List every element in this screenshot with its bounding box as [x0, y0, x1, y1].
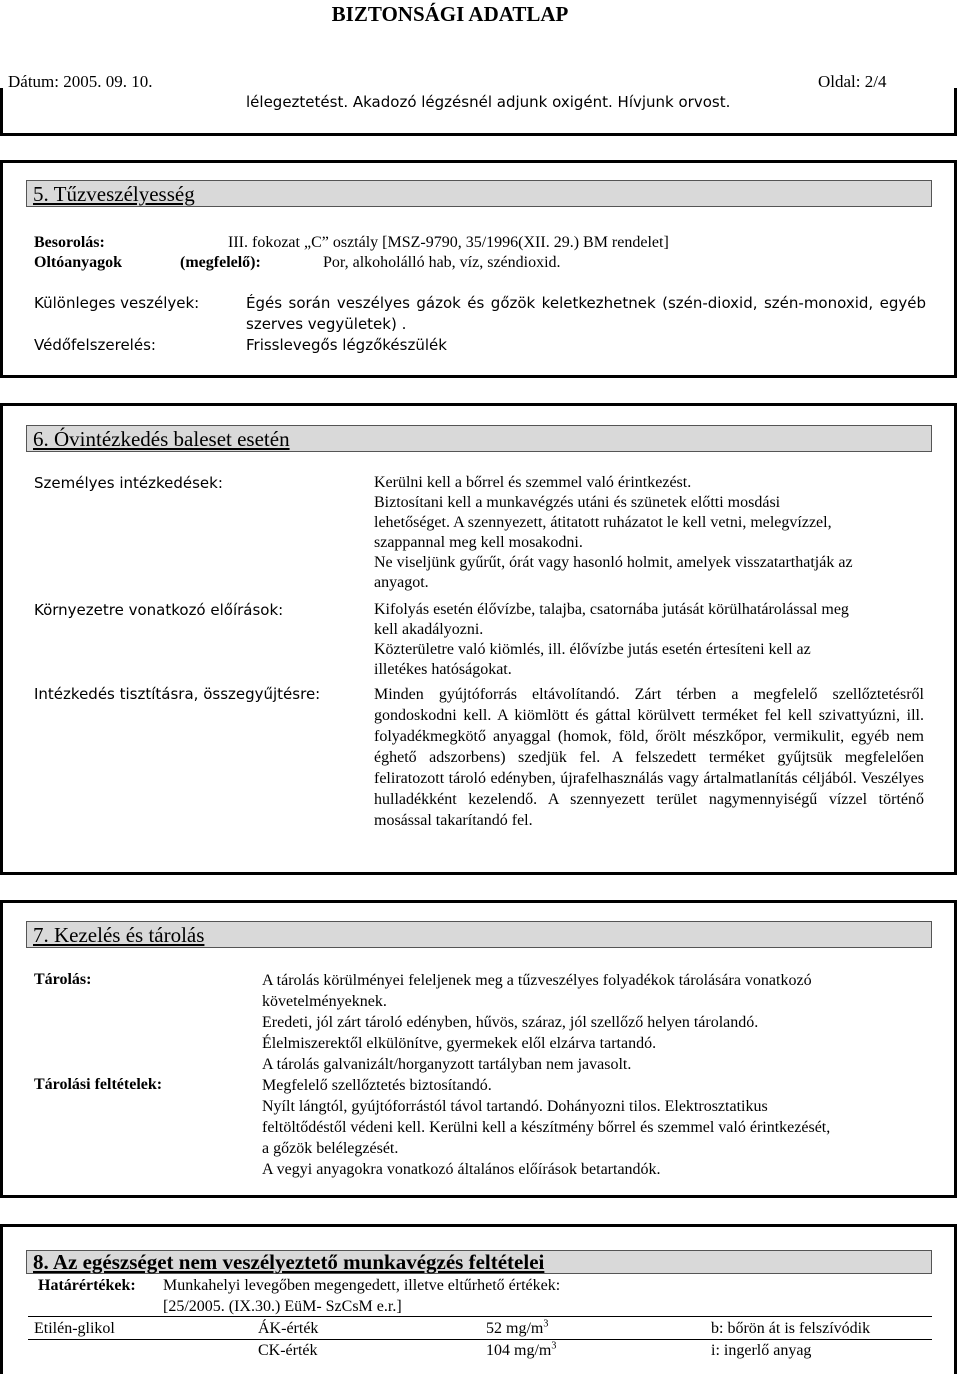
section-8-heading	[26, 1250, 932, 1274]
section-5-title: 5. Tűzveszélyesség	[33, 182, 195, 206]
limit-value-cell	[486, 1341, 556, 1361]
oltoanyagok-qualifier: (megfelelő):	[180, 254, 261, 271]
note-cell: i: ingerlő anyag	[711, 1342, 812, 1359]
limit-type-cell: CK-érték	[258, 1342, 318, 1359]
limit-value-cell	[486, 1319, 548, 1339]
tisztitasra-label: Intézkedés tisztításra, összegyűjtésre:	[34, 685, 321, 703]
besorolas-label: Besorolás:	[34, 234, 105, 251]
text-line: A vegyi anyagokra vonatkozó általános előírások betartandók.	[262, 1161, 661, 1178]
besorolas-value: III. fokozat „C” osztály [MSZ-9790, 35/1996(XII. 29.) BM rendelet]	[228, 234, 669, 251]
substance-cell: Etilén-glikol	[34, 1320, 115, 1337]
text-line: a gőzök belélegzését.	[262, 1140, 399, 1157]
text-line: Biztosítani kell a munkavégzés utáni és szünetek előtti mosdási	[374, 494, 781, 511]
limit-value: 52 mg/m	[486, 1320, 544, 1337]
tarolasi-feltetelek-label: Tárolási feltételek:	[34, 1076, 163, 1093]
vedofelszereles-label: Védőfelszerelés:	[34, 336, 156, 354]
text-line: A tárolás körülményei feleljenek meg a tűzveszélyes folyadékok tárolására vonatkozó	[262, 972, 812, 989]
kulonleges-veszelyek-value: Égés során veszélyes gázok és gőzök keletkezhetnek (szén-dioxid, szén-monoxid, egyéb szerves vegyületek) .	[246, 294, 926, 333]
text-line: követelményeknek.	[262, 993, 387, 1010]
document-date: Dátum: 2005. 09. 10.	[8, 72, 153, 91]
tisztitasra-text: Minden gyújtóforrás eltávolítandó. Zárt térben a megfelelő szellőztetésről gondoskodni kell. A kiömlött és gáttal körülvett terméket fel kell szivattyúzni, ill. folyadékmegkötő anyaggal (homok, föld, őrölt mészkőpor, vermikulit, egyéb nem éghető adszorbens) szedjük fel. A felszedett terméket gyűjtsük megfelelően feliratozott tároló edényben, újrafelhasználás vagy ártalmatlanítás céljából. Veszélyes hulladékként kezelendő. A szennyezett terület nagymennyiségű vízzel történő mosással takarítandó fel.	[374, 686, 924, 829]
text-line: kell akadályozni.	[374, 621, 484, 638]
text-line: Kerülni kell a bőrrel és szemmel való érintkezést.	[374, 474, 692, 491]
szemelyes-intezkedesek-text	[374, 473, 934, 593]
hatarertekek-text: Munkahelyi levegőben megengedett, illetve eltűrhető értékek:	[163, 1277, 561, 1294]
section-8-title: 8. Az egészséget nem veszélyeztető munkavégzés feltételei	[33, 1250, 545, 1274]
section-8-frame	[0, 1224, 957, 1374]
unit-exponent: 3	[543, 1318, 549, 1330]
text-line: A tárolás galvanizált/horganyzott tartályban nem javasolt.	[262, 1056, 632, 1073]
note-cell: b: bőrön át is felszívódik	[711, 1320, 871, 1337]
section-5-heading	[26, 180, 932, 207]
section-6-heading	[26, 425, 932, 452]
unit-exponent: 3	[551, 1340, 557, 1352]
text-line: illetékes hatóságokat.	[374, 661, 512, 678]
text-line: lehetőséget. A szennyezett, átitatott ruházatot le kell vetni, melegvízzel,	[374, 514, 832, 531]
kulonleges-veszelyek-label: Különleges veszélyek:	[34, 294, 200, 312]
table-top-rule	[28, 1316, 932, 1317]
section-6-title: 6. Óvintézkedés baleset esetén	[33, 427, 290, 451]
text-line: Eredeti, jól zárt tároló edényben, hűvös, száraz, jól szellőző helyen tárolandó.	[262, 1014, 759, 1031]
oltoanyagok-value: Por, alkoholálló hab, víz, széndioxid.	[323, 254, 561, 271]
text-line: szappannal meg kell mosakodni.	[374, 534, 583, 551]
table-row-rule	[28, 1339, 932, 1340]
tarolas-label: Tárolás:	[34, 971, 92, 988]
limit-type-cell: ÁK-érték	[258, 1320, 319, 1337]
page-number: Oldal: 2/4	[818, 72, 887, 91]
tarolas-text	[262, 970, 942, 1075]
text-line: Kifolyás esetén élővízbe, talajba, csatornába jutását körülhatárolással meg	[374, 601, 849, 618]
kornyezetre-vonatkozo-text	[374, 600, 934, 680]
text-line: anyagot.	[374, 574, 429, 591]
document-title: BIZTONSÁGI ADATLAP	[331, 2, 569, 26]
limit-value: 104 mg/m	[486, 1342, 552, 1359]
kornyezetre-vonatkozo-label: Környezetre vonatkozó előírások:	[34, 601, 284, 619]
text-line: Nyílt lángtól, gyújtóforrástól távol tartandó. Dohányozni tilos. Elektrosztatikus	[262, 1098, 768, 1115]
text-line: Megfelelő szellőztetés biztosítandó.	[262, 1077, 492, 1094]
hatarertekek-label: Határértékek:	[38, 1277, 136, 1294]
hatarertekek-reference: [25/2005. (IX.30.) EüM- SzCsM e.r.]	[163, 1298, 402, 1315]
text-line: Ne viseljünk gyűrűt, órát vagy hasonló holmit, amelyek visszatarthatják az	[374, 554, 853, 571]
section-7-title: 7. Kezelés és tárolás	[33, 923, 205, 947]
section-4-carryover-text: lélegeztetést. Akadozó légzésnél adjunk oxigént. Hívjunk orvost.	[246, 93, 731, 111]
oltoanyagok-label: Oltóanyagok	[34, 254, 123, 271]
text-line: Élelmiszerektől elkülönítve, gyermekek elől elzárva tartandó.	[262, 1035, 657, 1052]
section-7-heading	[26, 921, 932, 948]
vedofelszereles-value: Frisslevegős légzőkészülék	[246, 336, 447, 354]
text-line: Közterületre való kiömlés, ill. élővízbe jutás esetén értesíteni kell az	[374, 641, 811, 658]
tarolasi-feltetelek-text	[262, 1075, 942, 1180]
szemelyes-intezkedesek-label: Személyes intézkedések:	[34, 474, 223, 492]
text-line: feltöltődéstől védeni kell. Kerülni kell a készítmény bőrrel és szemmel való érintkezését,	[262, 1119, 831, 1136]
